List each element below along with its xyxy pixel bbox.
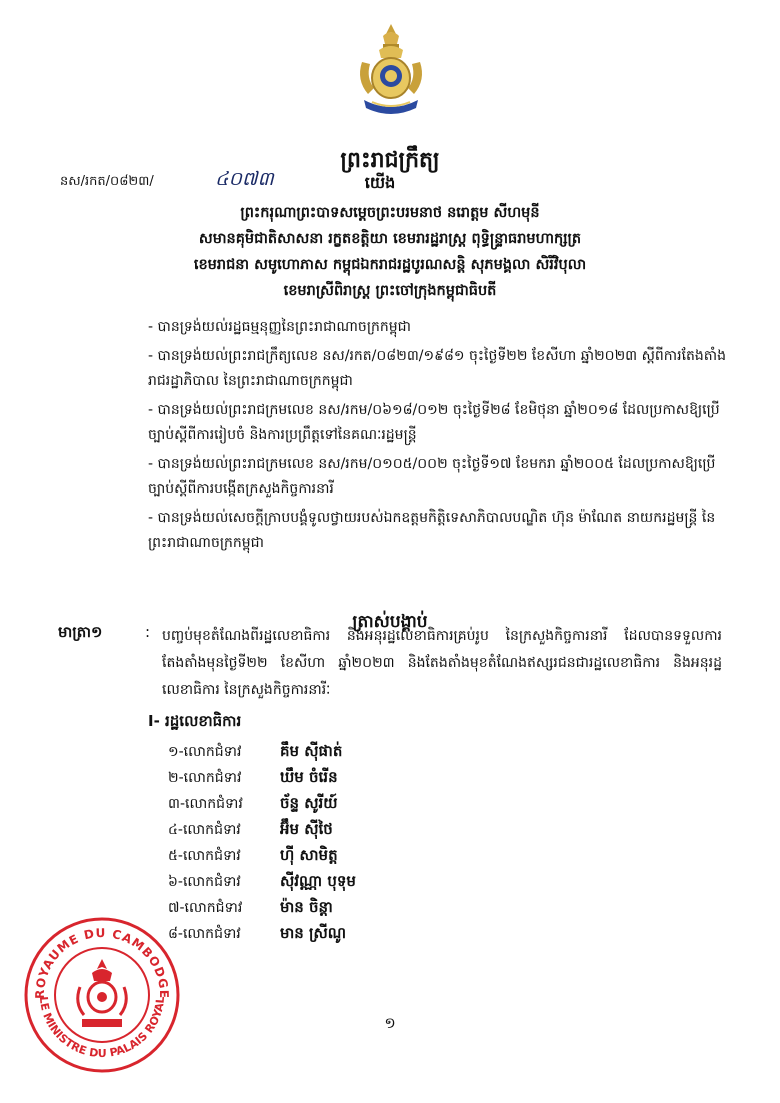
list-item <box>168 738 342 764</box>
person-title: ៣-លោកជំទាវ <box>168 796 243 812</box>
person-title: ២-លោកជំទាវ <box>168 770 242 786</box>
visa-item: - បានទ្រង់យល់ព្រះរាជក្រមលេខ នស/រកម/០៦១៨/០១២ ចុះថ្ងៃទី២៨ ខែមិថុនា ឆ្នាំ២០១៨ ដែលប្រកាសឱ្យប្រើច្បាប់ស្តីពីការរៀបចំ និងការប្រព្រឹត្តទៅនៃគណៈរដ្ឋមន្ត្រី <box>148 402 720 443</box>
reference-number: នស/រកត/០៨២៣/ <box>60 174 154 189</box>
king-line: ខេមរាជនា សមូហោភាស កម្ពុជឯករាជរដ្ឋបូរណសន្តិ សុភមង្គលា សិរីវិបុលា <box>193 257 587 273</box>
document-title: ព្រះរាជក្រឹត្យ <box>340 148 440 173</box>
svg-text:LE MINISTRE DU PALAIS ROYAL: LE MINISTRE DU PALAIS ROYAL <box>36 995 168 1061</box>
list-item <box>168 790 338 816</box>
person-title: ៥-លោកជំទាវ <box>168 848 241 864</box>
section-heading: I- រដ្ឋលេខាធិការ <box>148 712 242 730</box>
person-name: ឃឹម ចំរើន <box>280 768 338 786</box>
person-title: ៨-លោកជំទាវ <box>168 926 241 942</box>
person-title: ៦-លោកជំទាវ <box>168 874 241 890</box>
person-name: ច័ន្ទ សូរីយ៍ <box>280 794 338 812</box>
visa-item: - បានទ្រង់យល់រដ្ឋធម្មនុញ្ញនៃព្រះរាជាណាចក្រកម្ពុជា <box>148 319 411 335</box>
handwritten-number: ៤០៧៣ <box>215 168 274 190</box>
person-title: ១-លោកជំទាវ <box>168 744 242 760</box>
page-number: ១ <box>384 1014 396 1032</box>
person-name: មាន ស្រីណូ <box>280 924 347 942</box>
king-line: ខេមរាស្រីពិរាស្ត្រ ព្រះចៅក្រុងកម្ពុជាធិបតី <box>283 283 497 299</box>
article-text: បញ្ចប់មុខតំណែងពីរដ្ឋលេខាធិការ និងអនុរដ្ឋលេខាធិការគ្រប់រូប នៃក្រសួងកិច្ចការនារី ដែលបានទទួលការតែងតាំងមុនថ្ងៃទី២២ ខែសីហា ឆ្នាំ២០២៣ និងតែងតាំងមុខតំណែងឥស្សរជនជារដ្ឋលេខាធិការ និងអនុរដ្ឋលេខាធិការ នៃក្រសួងកិច្ចការនារីៈ <box>162 628 722 698</box>
person-name: ស៊ីវណ្ណា បុទុម <box>280 872 356 890</box>
person-name: គឹម ស៊ីផាត់ <box>280 742 343 760</box>
king-line: សមានគុមិជាតិសាសនា រក្ខតខត្តិយា ខេមរារដ្ឋរាស្ត្រ ពុទ្ធិន្ទ្រាធរាមហាក្សត្រ <box>198 231 582 247</box>
article-colon: : <box>145 623 151 641</box>
decide-heading: ត្រាស់បង្គាប់ <box>352 612 428 632</box>
visa-item: - បានទ្រង់យល់ព្រះរាជក្រមលេខ នស/រកម/០១០៥/០០២ ចុះថ្ងៃទី១៧ ខែមករា ឆ្នាំ២០០៥ ដែលប្រកាសឱ្យប្រើច្បាប់ស្តីពីការបង្កើតក្រសួងកិច្ចការនារី <box>148 456 716 497</box>
svg-text:ROYAUME DU CAMBODGE: ROYAUME DU CAMBODGE <box>32 925 172 1000</box>
person-name: អ៊ឹម ស៊ីថៃ <box>280 820 333 838</box>
visa-list <box>148 315 728 560</box>
royal-emblem-icon <box>350 22 432 120</box>
person-name: ម៉ាន ចិន្តា <box>280 898 333 916</box>
visa-item: - បានទ្រង់យល់សេចក្តីក្រាបបង្គំទូលថ្វាយរបស់ឯកឧត្តមកិត្តិទេសាភិបាលបណ្ឌិត ហ៊ុន ម៉ាណែត នាយករដ្ឋមន្ត្រី នៃព្រះរាជាណាចក្រកម្ពុជា <box>148 510 716 551</box>
person-title: ៧-លោកជំទាវ <box>168 900 243 916</box>
visa-item: - បានទ្រង់យល់ព្រះរាជក្រឹត្យលេខ នស/រកត/០៨២៣/១៩៨១ ចុះថ្ងៃទី២២ ខែសីហា ឆ្នាំ២០២៣ ស្តីពីការតែងតាំងរាជរដ្ឋាភិបាល នៃព្រះរាជាណាចក្រកម្ពុជា <box>148 348 727 389</box>
list-item <box>168 868 356 894</box>
list-item <box>168 816 333 842</box>
list-item <box>168 842 338 868</box>
we-heading: យើង <box>364 173 396 192</box>
person-name: ហ៊ី សាមិត្ត <box>280 846 338 864</box>
list-item <box>168 894 333 920</box>
list-item <box>168 764 338 790</box>
article-label: មាត្រា១ <box>58 623 103 641</box>
seal-stamp-icon <box>22 915 182 1075</box>
list-item <box>168 920 346 946</box>
king-line: ព្រះករុណាព្រះបាទសម្តេចព្រះបរមនាថ នរោត្តម សីហមុនី <box>240 205 540 221</box>
person-title: ៤-លោកជំទាវ <box>168 822 241 838</box>
